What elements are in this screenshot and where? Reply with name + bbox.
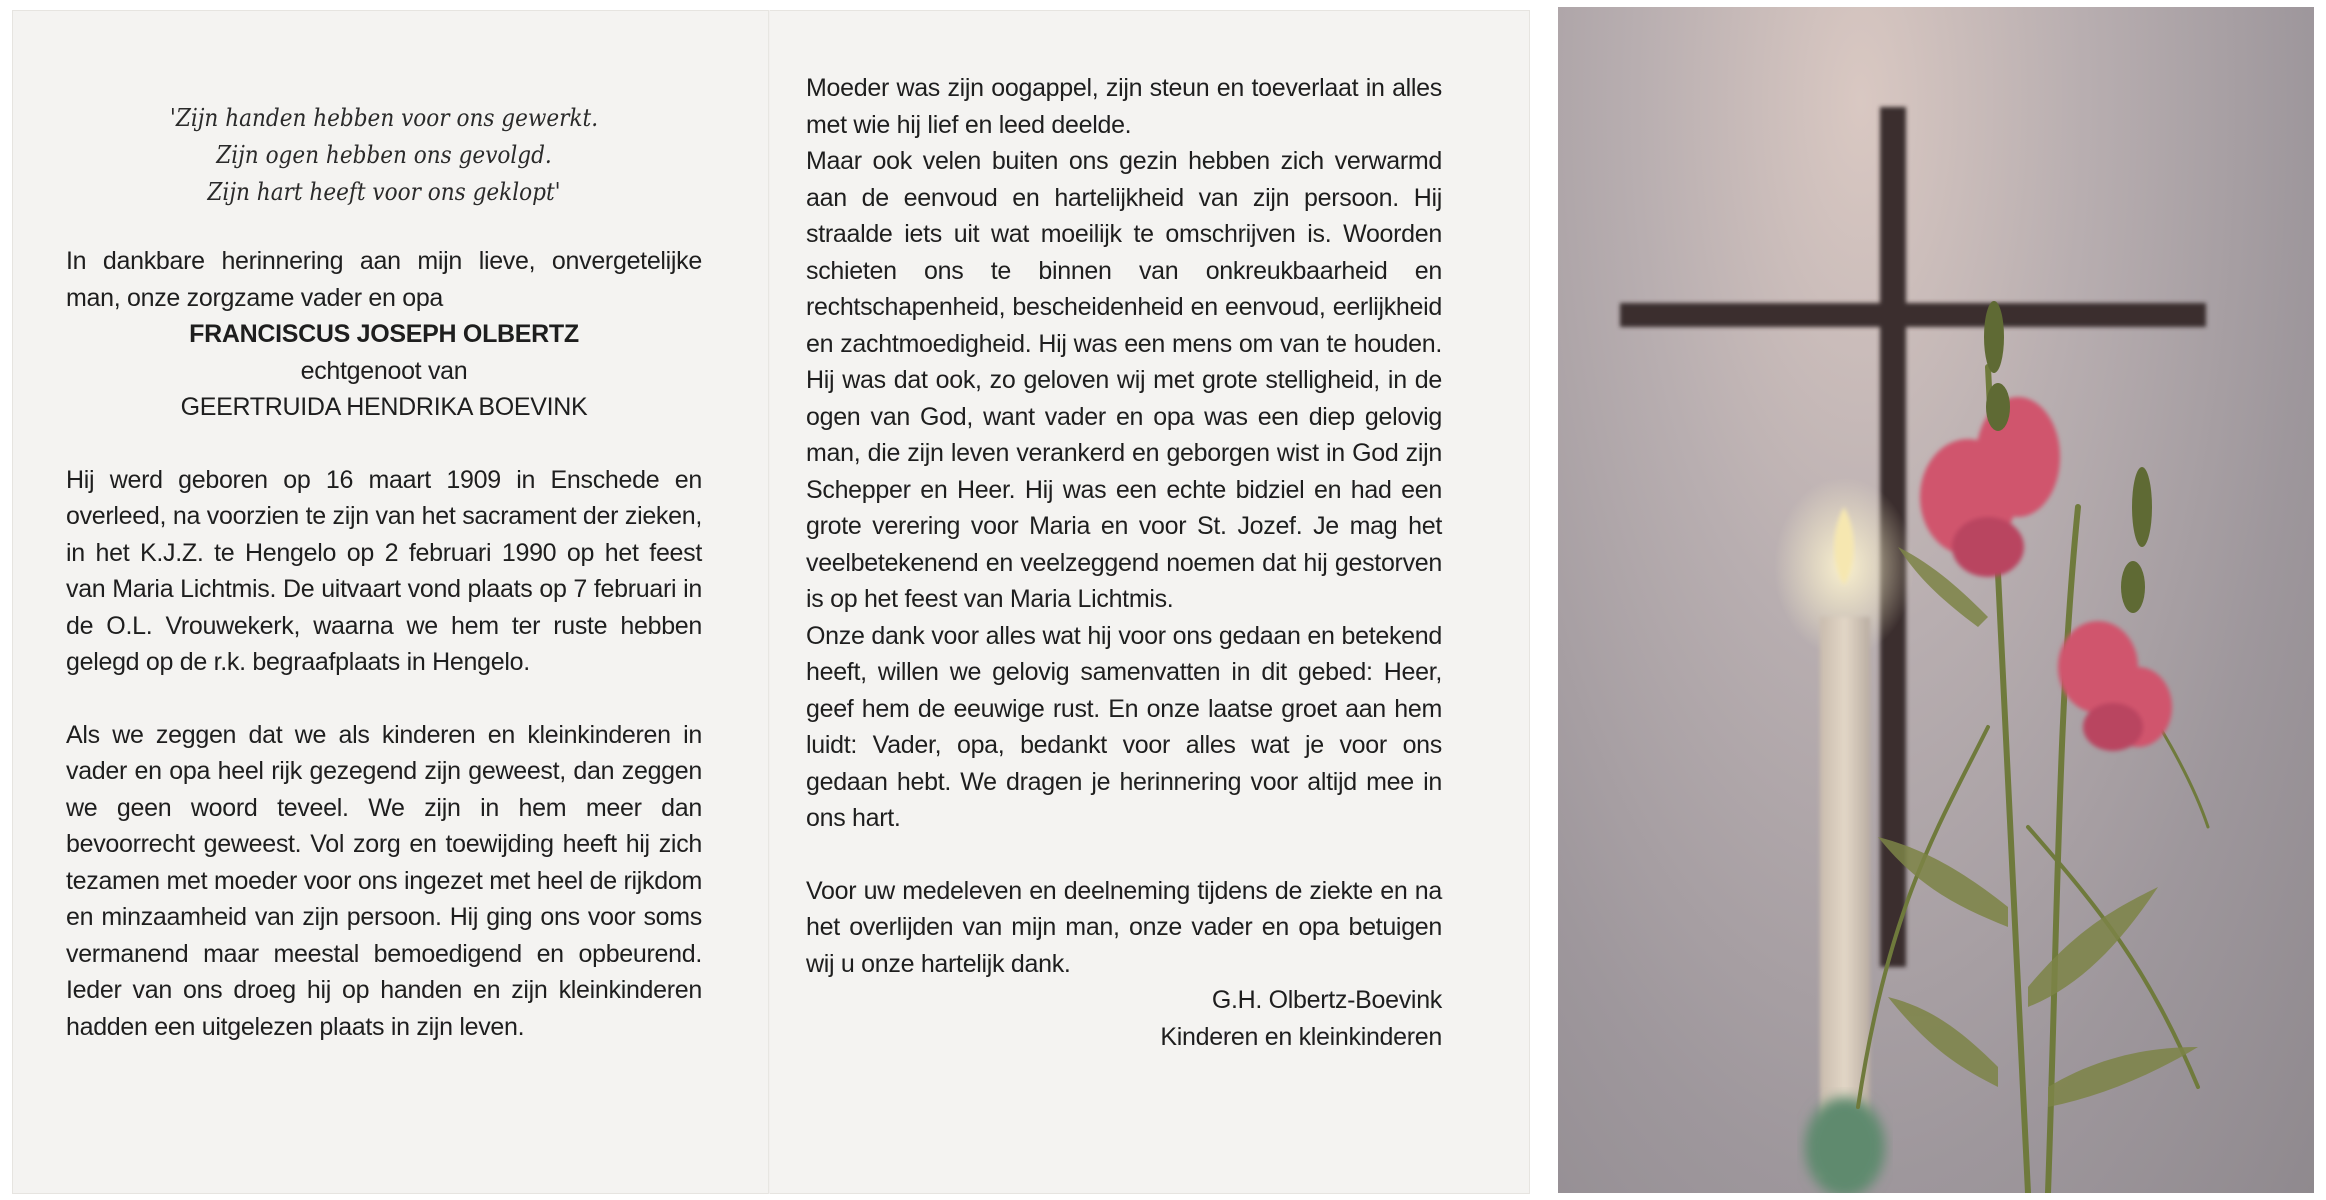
leaf-icon [1878, 547, 2198, 1107]
spouse-name: GEERTRUIDA HENDRIKA BOEVINK [180, 393, 588, 421]
photo-illustration [1558, 7, 2314, 1193]
thanks-paragraph: Voor uw medeleven en deelneming tijdens de ziekte en na het overlijden van mijn man, onze vader en opa betuigen wij u onze hartelijk dank. [806, 876, 1442, 978]
relation-text: echtgenoot van [300, 356, 468, 385]
poem-line: 'Zijn handen hebben voor ons gewerkt. [169, 104, 599, 132]
intro-text: In dankbare herinnering aan mijn lieve, onvergetelijke man, onze zorgzame vader en opa [66, 247, 702, 312]
left-page [66, 100, 702, 1045]
signature-family: Kinderen en kleinkinderen [1160, 1022, 1442, 1051]
prayer-paragraph: Onze dank voor alles wat hij voor ons gedaan en betekend heeft, willen we gelovig samenvatten in dit gebed: Heer, geef hem de eeuwige rust. En onze laatse groet aan hem luidt: Vader, opa, bedankt voor alles wat je voor ons gedaan hebt. We dragen je herinnering voor altijd mee in ons hart. [806, 621, 1442, 832]
signature-name: G.H. Olbertz-Boevink [1211, 986, 1442, 1014]
biography-paragraph: Hij werd geboren op 16 maart 1909 in Enschede en overleed, na voorzien te zijn van het sacrament der zieken, in het K.J.Z. te Hengelo op 2 februari 1990 op het feest van Maria Lichtmis. De uitvaart vond plaats op 7 februari in de O.L. Vrouwekerk, waarna we hem ter ruste hebben gelegd op de r.k. begraafplaats in Hengelo. [66, 465, 702, 676]
tribute-paragraph: Als we zeggen dat we als kinderen en kleinkinderen in vader en opa heel rijk gezegend zijn geweest, dan zeggen we geen woord teveel. We zijn in hem meer dan bevoorrecht geweest. Vol zorg en toewijding heeft hij zich tezamen met moeder voor ons ingezet met heel de rijkdom en minzaamheid van zijn persoon. Hij ging ons voor soms vermanend maar meestal bemoedigend en opbeurend. Ieder van ons droeg hij op handen en zijn kleinkinderen hadden een uitgelezen plaats in zijn leven. [66, 720, 702, 1041]
poem-quote [66, 100, 702, 211]
cross-icon [1620, 107, 2206, 967]
card-fold-line [768, 10, 770, 1194]
name-block [66, 316, 702, 426]
signature [806, 982, 1442, 1055]
cross-candle-photo [1558, 7, 2314, 1193]
right-page [806, 70, 1442, 1055]
tribute-paragraph: Maar ook velen buiten ons gezin hebben zich verwarmd aan de eenvoud en hartelijkheid van zijn persoon. Hij straalde iets uit wat moeilijk te omschrijven is. Woorden schieten ons te binnen van onkreukbaarheid en rechtschapenheid, bescheidenheid en eenvoud, eerlijkheid en zachtmoedigheid. Hij was een mens om van te houden. Hij was dat ook, zo geloven wij met grote stelligheid, in de ogen van God, want vader en opa was een diep gelovig man, die zijn leven verankerd en geborgen wist in God zijn Schepper en Heer. Hij was een echte bidziel en had een grote verering voor Maria en voor St. Jozef. Je mag het veelbetekenend en veelzeggend noemen dat hij gestorven is op het feest van Maria Lichtmis. [806, 147, 1442, 613]
deceased-name: FRANCISCUS JOSEPH OLBERTZ [189, 320, 579, 348]
poem-line: Zijn hart heeft voor ons geklopt' [207, 178, 561, 206]
tribute-paragraph: Moeder was zijn oogappel, zijn steun en toeverlaat in alles met wie hij lief en leed deelde. [806, 74, 1442, 139]
poem-line: Zijn ogen hebben ons gevolgd. [216, 141, 552, 169]
